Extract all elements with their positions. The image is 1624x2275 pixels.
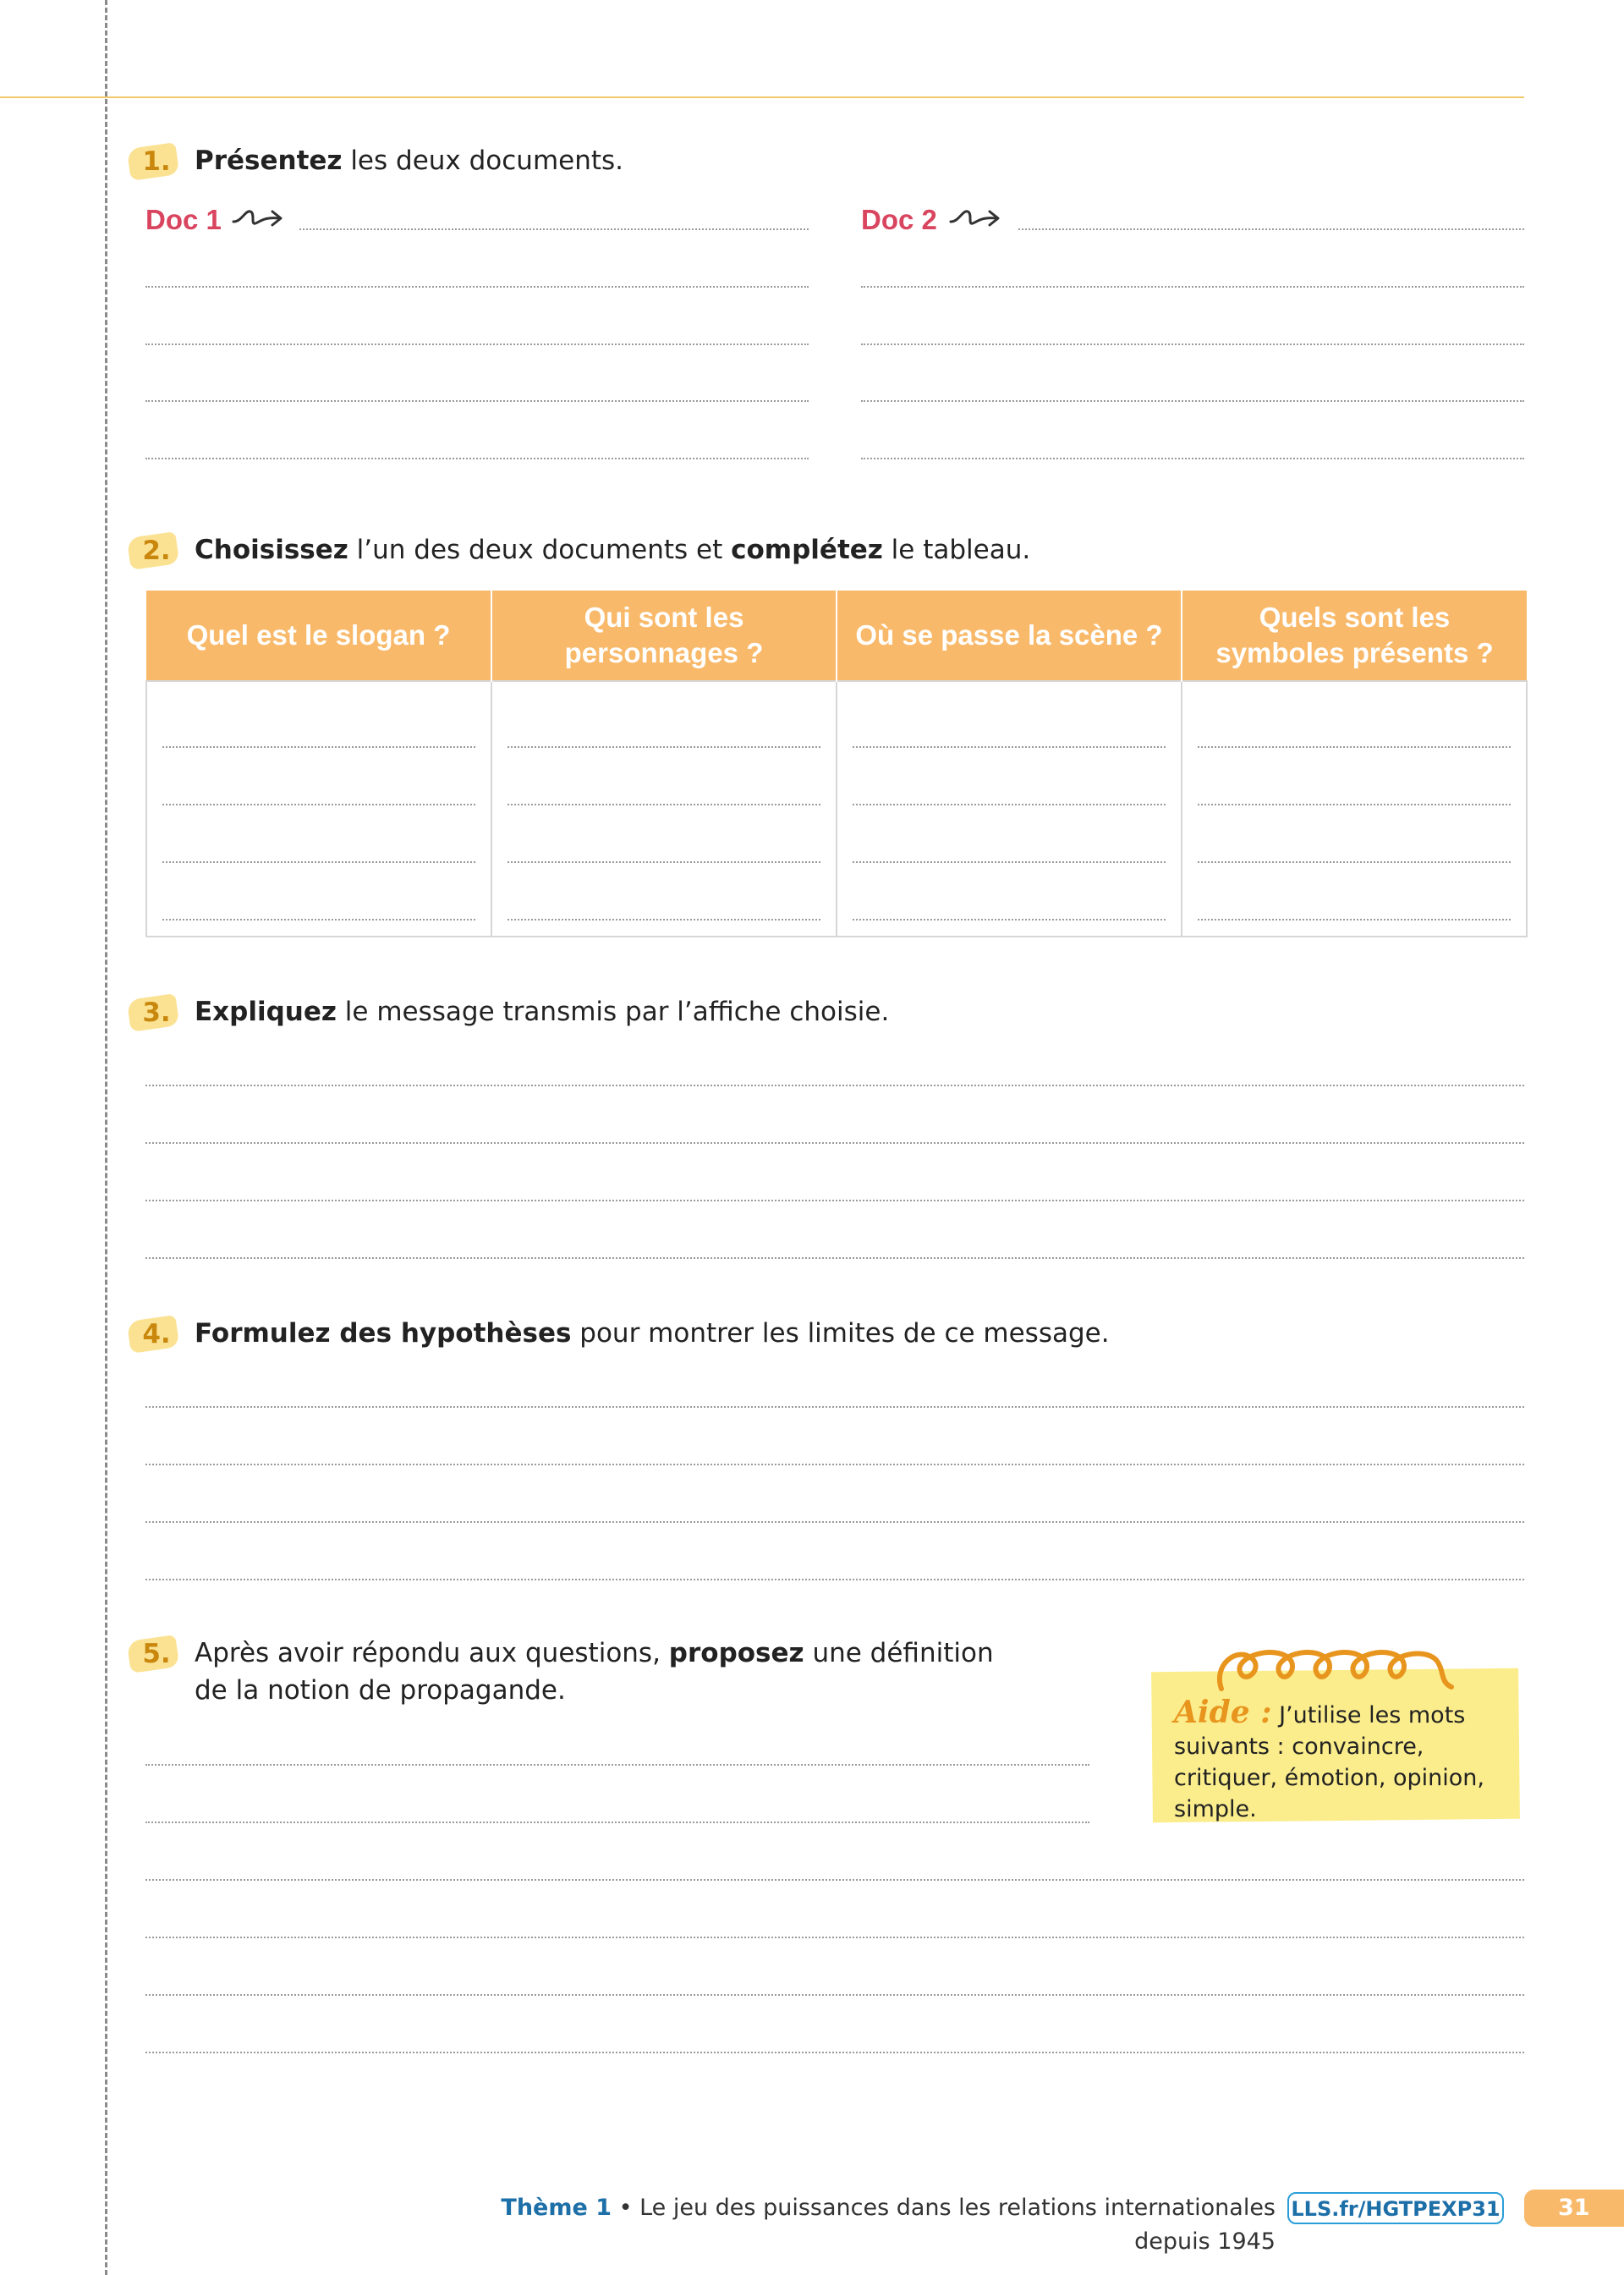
table-header-slogan: Quel est le slogan ? <box>146 591 491 681</box>
answer-5-line[interactable] <box>145 1994 1524 1996</box>
doc-1-line[interactable] <box>145 343 809 345</box>
doc-2-line[interactable] <box>861 343 1524 345</box>
answer-5-line[interactable] <box>145 2052 1524 2053</box>
question-2-rest: le tableau. <box>882 535 1031 565</box>
answer-5-line[interactable] <box>145 1879 1524 1881</box>
doc-1-line[interactable] <box>145 286 809 288</box>
question-3-bold: Expliquez <box>195 997 337 1027</box>
analysis-table <box>145 591 1528 937</box>
answer-4-line[interactable] <box>145 1521 1524 1523</box>
answer-5-line[interactable] <box>145 1822 1089 1823</box>
question-2-number: 2. <box>127 531 186 570</box>
question-5-bold: proposez <box>668 1638 804 1668</box>
question-2-bold: complétez <box>731 535 883 565</box>
question-1-number: 1. <box>127 142 186 181</box>
question-1-text <box>195 142 623 179</box>
question-5-rest: une définition <box>804 1638 994 1668</box>
aide-body: J’utilise les mots suivants : convaincre, critiquer, émotion, opinion, simple. <box>1174 1702 1484 1822</box>
table-header-symbols: Quels sont les symboles présents ? <box>1182 591 1527 681</box>
footer-theme-line <box>464 2191 1276 2255</box>
table-cell-symbols[interactable] <box>1182 681 1527 937</box>
answer-3-line[interactable] <box>145 1200 1524 1201</box>
question-2-text <box>195 531 1030 569</box>
question-5-rest: de la notion de propagande. <box>195 1675 566 1706</box>
doc-2-label: Doc 2 <box>861 204 937 235</box>
question-1-bold: Présentez <box>195 146 343 176</box>
table-cell-characters[interactable] <box>491 681 837 937</box>
top-rule <box>0 96 1524 98</box>
question-5-rest: Après avoir répondu aux questions, <box>195 1638 669 1668</box>
doc-2-line[interactable] <box>861 286 1524 288</box>
doc-2-arrow-icon <box>947 201 1003 235</box>
footer-link[interactable]: LLS.fr/HGTPEXP31 <box>1287 2192 1504 2224</box>
answer-4-line[interactable] <box>145 1579 1524 1580</box>
answer-3-line[interactable] <box>145 1085 1524 1086</box>
question-3-number: 3. <box>127 993 186 1032</box>
doc-1-line[interactable] <box>145 400 809 402</box>
question-4-rest: pour montrer les limites de ce message. <box>571 1318 1110 1349</box>
answer-4-line[interactable] <box>145 1464 1524 1465</box>
table-cell-location[interactable] <box>837 681 1182 937</box>
question-2-bold: Choisissez <box>195 535 348 565</box>
doc-2-line[interactable] <box>1018 228 1524 230</box>
question-3-text <box>195 993 889 1030</box>
question-1-rest: les deux documents. <box>342 146 624 176</box>
question-4-number: 4. <box>127 1315 186 1354</box>
question-4-bold: Formulez des hypothèses <box>195 1318 572 1349</box>
aide-title: Aide : <box>1174 1695 1272 1730</box>
footer-title: Le jeu des puissances dans les relations internationales depuis 1945 <box>639 2195 1276 2255</box>
answer-3-line[interactable] <box>145 1142 1524 1144</box>
cut-line <box>105 0 107 2275</box>
aide-text <box>1174 1697 1512 1825</box>
page-number: 31 <box>1524 2190 1624 2227</box>
answer-4-line[interactable] <box>145 1406 1524 1408</box>
question-2-rest: l’un des deux documents et <box>348 535 732 565</box>
doc-1-label: Doc 1 <box>145 204 222 235</box>
question-4-text <box>195 1315 1110 1352</box>
answer-5-line[interactable] <box>145 1937 1524 1938</box>
answer-3-line[interactable] <box>145 1257 1524 1259</box>
question-5-text <box>195 1635 1040 1709</box>
spiral-binding-icon <box>1211 1640 1465 1699</box>
table-header-location: Où se passe la scène ? <box>837 591 1182 681</box>
footer-separator: • <box>612 2195 640 2221</box>
doc-2-line[interactable] <box>861 458 1524 459</box>
doc-1-line[interactable] <box>145 458 809 459</box>
footer-theme: Thème 1 <box>501 2195 612 2221</box>
table-cell-slogan[interactable] <box>146 681 491 937</box>
table-header-characters: Qui sont les personnages ? <box>491 591 837 681</box>
doc-1-line[interactable] <box>299 228 809 230</box>
answer-5-line[interactable] <box>145 1764 1089 1766</box>
doc-1-arrow-icon <box>230 201 286 235</box>
question-3-rest: le message transmis par l’affiche choisie. <box>336 997 890 1027</box>
question-5-number: 5. <box>127 1635 186 1673</box>
doc-2-line[interactable] <box>861 400 1524 402</box>
